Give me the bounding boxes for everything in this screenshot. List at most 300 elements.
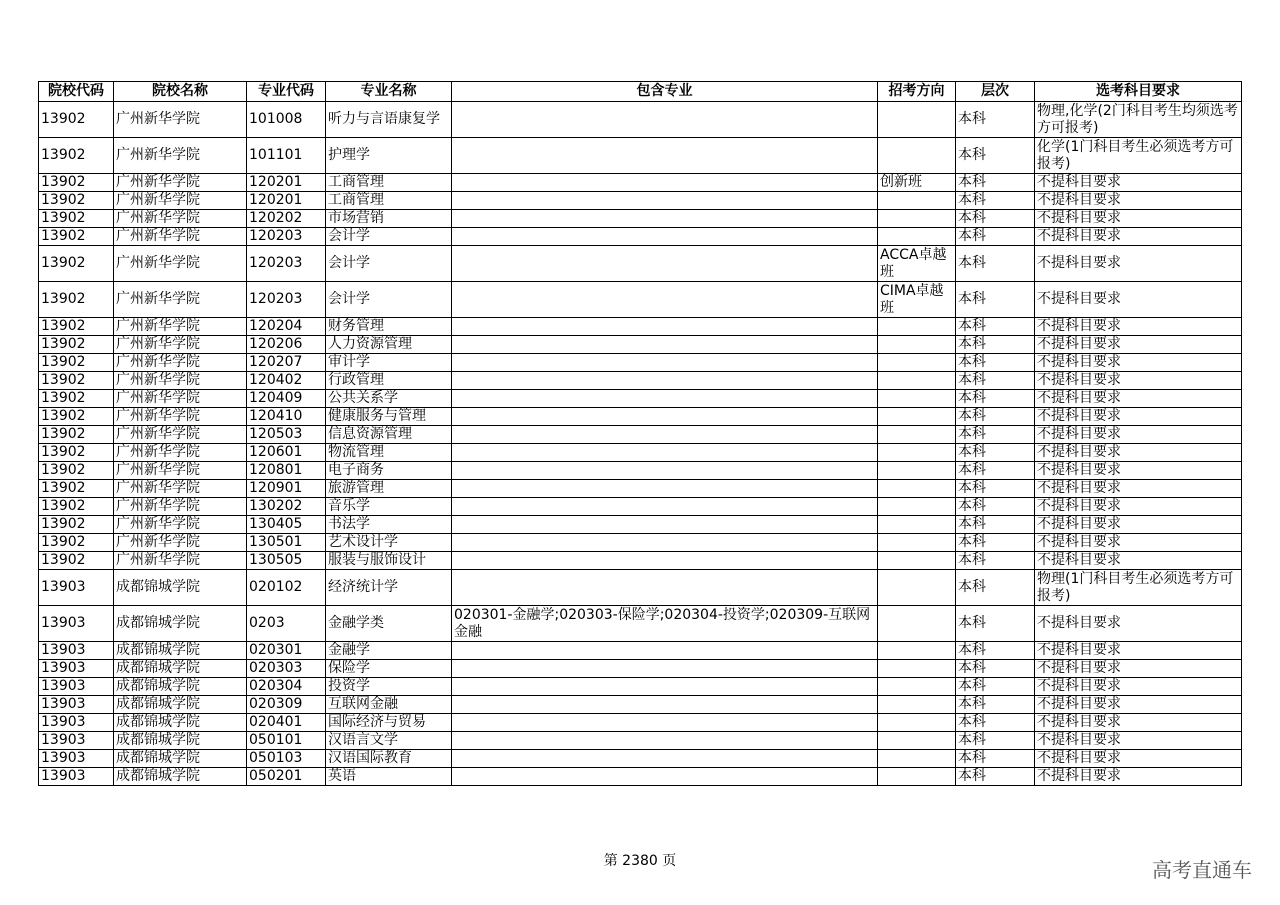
cell-major-name: 金融学	[326, 642, 452, 660]
cell-school-name: 广州新华学院	[114, 228, 247, 246]
cell-level: 本科	[956, 678, 1035, 696]
cell-level: 本科	[956, 336, 1035, 354]
cell-school-name: 广州新华学院	[114, 192, 247, 210]
cell-school-name: 广州新华学院	[114, 318, 247, 336]
cell-included-majors	[452, 102, 878, 138]
cell-school-name: 广州新华学院	[114, 354, 247, 372]
cell-school-name: 广州新华学院	[114, 138, 247, 174]
cell-major-code: 120203	[247, 228, 326, 246]
cell-direction	[878, 318, 956, 336]
table-row	[39, 318, 1242, 336]
watermark-text: 高考直通车	[1152, 858, 1252, 882]
cell-subject-requirement: 不提科目要求	[1035, 192, 1242, 210]
cell-major-name: 投资学	[326, 678, 452, 696]
cell-school-name: 广州新华学院	[114, 426, 247, 444]
cell-level: 本科	[956, 714, 1035, 732]
cell-major-code: 120901	[247, 480, 326, 498]
cell-direction: CIMA卓越班	[878, 282, 956, 318]
cell-level: 本科	[956, 480, 1035, 498]
cell-level: 本科	[956, 390, 1035, 408]
cell-direction	[878, 408, 956, 426]
cell-direction	[878, 714, 956, 732]
cell-level: 本科	[956, 210, 1035, 228]
cell-level: 本科	[956, 102, 1035, 138]
cell-school-code: 13903	[39, 696, 114, 714]
cell-direction	[878, 570, 956, 606]
cell-school-code: 13902	[39, 552, 114, 570]
cell-included-majors	[452, 660, 878, 678]
cell-major-code: 120503	[247, 426, 326, 444]
table-row	[39, 732, 1242, 750]
cell-major-name: 保险学	[326, 660, 452, 678]
cell-subject-requirement: 不提科目要求	[1035, 552, 1242, 570]
cell-level: 本科	[956, 318, 1035, 336]
cell-direction	[878, 480, 956, 498]
cell-major-code: 020304	[247, 678, 326, 696]
cell-subject-requirement: 不提科目要求	[1035, 246, 1242, 282]
cell-major-name: 市场营销	[326, 210, 452, 228]
cell-subject-requirement: 物理(1门科目考生必须选考方可报考)	[1035, 570, 1242, 606]
cell-major-code: 0203	[247, 606, 326, 642]
cell-school-name: 广州新华学院	[114, 372, 247, 390]
cell-subject-requirement: 不提科目要求	[1035, 336, 1242, 354]
cell-included-majors	[452, 282, 878, 318]
cell-major-name: 人力资源管理	[326, 336, 452, 354]
cell-direction	[878, 606, 956, 642]
cell-school-code: 13902	[39, 174, 114, 192]
cell-school-name: 广州新华学院	[114, 210, 247, 228]
cell-included-majors	[452, 426, 878, 444]
cell-school-code: 13902	[39, 390, 114, 408]
cell-school-name: 成都锦城学院	[114, 606, 247, 642]
cell-subject-requirement: 不提科目要求	[1035, 768, 1242, 786]
cell-included-majors	[452, 228, 878, 246]
cell-major-code: 120402	[247, 372, 326, 390]
cell-school-code: 13902	[39, 318, 114, 336]
cell-school-code: 13902	[39, 228, 114, 246]
cell-included-majors	[452, 480, 878, 498]
cell-school-name: 成都锦城学院	[114, 768, 247, 786]
table-row	[39, 660, 1242, 678]
cell-subject-requirement: 不提科目要求	[1035, 660, 1242, 678]
table-body	[39, 102, 1242, 786]
header-major-name: 专业名称	[326, 82, 452, 102]
cell-major-name: 汉语言文学	[326, 732, 452, 750]
cell-included-majors	[452, 444, 878, 462]
table-row	[39, 390, 1242, 408]
cell-included-majors	[452, 498, 878, 516]
cell-subject-requirement: 不提科目要求	[1035, 390, 1242, 408]
cell-major-code: 020303	[247, 660, 326, 678]
cell-subject-requirement: 不提科目要求	[1035, 714, 1242, 732]
cell-major-name: 护理学	[326, 138, 452, 174]
table-row	[39, 570, 1242, 606]
cell-subject-requirement: 物理,化学(2门科目考生均须选考方可报考)	[1035, 102, 1242, 138]
cell-school-code: 13903	[39, 606, 114, 642]
table-row	[39, 516, 1242, 534]
cell-school-name: 广州新华学院	[114, 444, 247, 462]
cell-school-code: 13902	[39, 354, 114, 372]
cell-school-code: 13902	[39, 498, 114, 516]
cell-major-name: 信息资源管理	[326, 426, 452, 444]
cell-direction	[878, 696, 956, 714]
cell-level: 本科	[956, 570, 1035, 606]
cell-included-majors	[452, 318, 878, 336]
cell-major-code: 050201	[247, 768, 326, 786]
cell-school-code: 13902	[39, 516, 114, 534]
cell-direction	[878, 462, 956, 480]
cell-level: 本科	[956, 174, 1035, 192]
cell-direction	[878, 534, 956, 552]
cell-school-name: 广州新华学院	[114, 498, 247, 516]
cell-school-name: 广州新华学院	[114, 282, 247, 318]
cell-school-name: 成都锦城学院	[114, 642, 247, 660]
cell-direction	[878, 678, 956, 696]
cell-school-code: 13903	[39, 732, 114, 750]
cell-direction	[878, 750, 956, 768]
cell-school-code: 13903	[39, 678, 114, 696]
cell-major-code: 130505	[247, 552, 326, 570]
table-row	[39, 336, 1242, 354]
cell-major-code: 120206	[247, 336, 326, 354]
cell-major-code: 120203	[247, 246, 326, 282]
cell-included-majors	[452, 552, 878, 570]
cell-included-majors	[452, 462, 878, 480]
cell-subject-requirement: 不提科目要求	[1035, 408, 1242, 426]
cell-level: 本科	[956, 696, 1035, 714]
cell-subject-requirement: 不提科目要求	[1035, 444, 1242, 462]
cell-major-code: 130501	[247, 534, 326, 552]
cell-direction	[878, 768, 956, 786]
table-row	[39, 246, 1242, 282]
cell-school-code: 13902	[39, 534, 114, 552]
cell-subject-requirement: 不提科目要求	[1035, 282, 1242, 318]
cell-included-majors	[452, 570, 878, 606]
cell-level: 本科	[956, 606, 1035, 642]
cell-included-majors	[452, 768, 878, 786]
cell-subject-requirement: 不提科目要求	[1035, 426, 1242, 444]
cell-school-code: 13903	[39, 570, 114, 606]
cell-direction	[878, 732, 956, 750]
admission-table	[38, 81, 1242, 786]
cell-school-name: 成都锦城学院	[114, 660, 247, 678]
cell-included-majors	[452, 138, 878, 174]
page-number: 第 2380 页	[603, 853, 677, 869]
header-included-majors: 包含专业	[452, 82, 878, 102]
cell-level: 本科	[956, 642, 1035, 660]
cell-direction	[878, 516, 956, 534]
cell-included-majors	[452, 210, 878, 228]
cell-level: 本科	[956, 372, 1035, 390]
cell-direction	[878, 354, 956, 372]
cell-school-code: 13902	[39, 372, 114, 390]
cell-major-name: 服装与服饰设计	[326, 552, 452, 570]
cell-direction	[878, 426, 956, 444]
cell-level: 本科	[956, 552, 1035, 570]
cell-level: 本科	[956, 768, 1035, 786]
header-row	[39, 82, 1242, 102]
cell-major-name: 审计学	[326, 354, 452, 372]
cell-major-code: 120204	[247, 318, 326, 336]
cell-direction	[878, 642, 956, 660]
cell-subject-requirement: 不提科目要求	[1035, 750, 1242, 768]
cell-level: 本科	[956, 750, 1035, 768]
cell-included-majors	[452, 714, 878, 732]
cell-level: 本科	[956, 192, 1035, 210]
cell-direction	[878, 660, 956, 678]
table-row	[39, 444, 1242, 462]
table-row	[39, 228, 1242, 246]
cell-included-majors: 020301-金融学;020303-保险学;020304-投资学;020309-互联网金融	[452, 606, 878, 642]
cell-subject-requirement: 不提科目要求	[1035, 210, 1242, 228]
cell-major-code: 101101	[247, 138, 326, 174]
cell-direction	[878, 228, 956, 246]
cell-included-majors	[452, 696, 878, 714]
cell-direction	[878, 390, 956, 408]
cell-major-code: 050101	[247, 732, 326, 750]
cell-major-code: 101008	[247, 102, 326, 138]
cell-major-code: 020401	[247, 714, 326, 732]
cell-major-name: 健康服务与管理	[326, 408, 452, 426]
table-row	[39, 534, 1242, 552]
cell-major-code: 120207	[247, 354, 326, 372]
cell-subject-requirement: 不提科目要求	[1035, 228, 1242, 246]
cell-school-name: 成都锦城学院	[114, 750, 247, 768]
cell-level: 本科	[956, 462, 1035, 480]
cell-subject-requirement: 不提科目要求	[1035, 606, 1242, 642]
cell-included-majors	[452, 246, 878, 282]
cell-school-name: 广州新华学院	[114, 552, 247, 570]
table-row	[39, 642, 1242, 660]
cell-included-majors	[452, 750, 878, 768]
cell-major-name: 电子商务	[326, 462, 452, 480]
cell-major-name: 工商管理	[326, 192, 452, 210]
table-row	[39, 678, 1242, 696]
header-direction: 招考方向	[878, 82, 956, 102]
cell-school-name: 成都锦城学院	[114, 714, 247, 732]
cell-level: 本科	[956, 282, 1035, 318]
cell-major-name: 行政管理	[326, 372, 452, 390]
cell-school-name: 广州新华学院	[114, 516, 247, 534]
cell-subject-requirement: 不提科目要求	[1035, 534, 1242, 552]
cell-included-majors	[452, 390, 878, 408]
cell-school-code: 13902	[39, 336, 114, 354]
header-school-name: 院校名称	[114, 82, 247, 102]
cell-direction	[878, 372, 956, 390]
cell-school-name: 成都锦城学院	[114, 678, 247, 696]
cell-major-name: 经济统计学	[326, 570, 452, 606]
cell-school-code: 13902	[39, 462, 114, 480]
cell-school-code: 13902	[39, 138, 114, 174]
cell-school-code: 13902	[39, 192, 114, 210]
table-row	[39, 696, 1242, 714]
cell-school-name: 广州新华学院	[114, 336, 247, 354]
cell-level: 本科	[956, 138, 1035, 174]
cell-school-name: 广州新华学院	[114, 534, 247, 552]
cell-major-code: 020309	[247, 696, 326, 714]
table-row	[39, 192, 1242, 210]
cell-school-name: 广州新华学院	[114, 174, 247, 192]
cell-subject-requirement: 不提科目要求	[1035, 354, 1242, 372]
cell-school-name: 广州新华学院	[114, 480, 247, 498]
cell-major-code: 120601	[247, 444, 326, 462]
table-row	[39, 606, 1242, 642]
cell-subject-requirement: 不提科目要求	[1035, 498, 1242, 516]
cell-level: 本科	[956, 444, 1035, 462]
cell-level: 本科	[956, 534, 1035, 552]
cell-direction	[878, 498, 956, 516]
cell-school-code: 13902	[39, 444, 114, 462]
cell-major-name: 会计学	[326, 228, 452, 246]
table-row	[39, 282, 1242, 318]
cell-included-majors	[452, 192, 878, 210]
cell-major-name: 互联网金融	[326, 696, 452, 714]
table-row	[39, 408, 1242, 426]
cell-school-code: 13902	[39, 408, 114, 426]
cell-major-code: 120201	[247, 192, 326, 210]
cell-subject-requirement: 不提科目要求	[1035, 732, 1242, 750]
cell-major-code: 120410	[247, 408, 326, 426]
cell-school-code: 13903	[39, 750, 114, 768]
cell-direction: ACCA卓越班	[878, 246, 956, 282]
cell-subject-requirement: 不提科目要求	[1035, 462, 1242, 480]
cell-level: 本科	[956, 660, 1035, 678]
cell-level: 本科	[956, 354, 1035, 372]
cell-school-name: 广州新华学院	[114, 462, 247, 480]
cell-included-majors	[452, 174, 878, 192]
table-row	[39, 750, 1242, 768]
cell-major-name: 英语	[326, 768, 452, 786]
cell-school-code: 13903	[39, 714, 114, 732]
cell-subject-requirement: 不提科目要求	[1035, 174, 1242, 192]
table-row	[39, 102, 1242, 138]
cell-direction	[878, 336, 956, 354]
cell-school-code: 13902	[39, 246, 114, 282]
cell-subject-requirement: 不提科目要求	[1035, 678, 1242, 696]
cell-major-code: 120409	[247, 390, 326, 408]
cell-major-code: 130202	[247, 498, 326, 516]
cell-major-name: 音乐学	[326, 498, 452, 516]
cell-school-name: 广州新华学院	[114, 246, 247, 282]
cell-included-majors	[452, 534, 878, 552]
cell-major-name: 公共关系学	[326, 390, 452, 408]
cell-subject-requirement: 不提科目要求	[1035, 516, 1242, 534]
cell-level: 本科	[956, 516, 1035, 534]
cell-major-code: 130405	[247, 516, 326, 534]
cell-major-name: 艺术设计学	[326, 534, 452, 552]
cell-direction	[878, 138, 956, 174]
cell-major-name: 会计学	[326, 246, 452, 282]
cell-school-code: 13902	[39, 480, 114, 498]
cell-school-code: 13903	[39, 642, 114, 660]
cell-school-name: 成都锦城学院	[114, 696, 247, 714]
cell-subject-requirement: 不提科目要求	[1035, 696, 1242, 714]
table-row	[39, 462, 1242, 480]
table-row	[39, 372, 1242, 390]
cell-level: 本科	[956, 426, 1035, 444]
header-level: 层次	[956, 82, 1035, 102]
cell-major-code: 020301	[247, 642, 326, 660]
table-row	[39, 174, 1242, 192]
cell-major-name: 书法学	[326, 516, 452, 534]
cell-school-name: 广州新华学院	[114, 408, 247, 426]
table-row	[39, 210, 1242, 228]
cell-level: 本科	[956, 732, 1035, 750]
table-row	[39, 354, 1242, 372]
cell-included-majors	[452, 732, 878, 750]
cell-school-code: 13903	[39, 660, 114, 678]
cell-included-majors	[452, 408, 878, 426]
cell-major-code: 050103	[247, 750, 326, 768]
cell-included-majors	[452, 336, 878, 354]
cell-level: 本科	[956, 498, 1035, 516]
cell-major-code: 120801	[247, 462, 326, 480]
cell-major-name: 工商管理	[326, 174, 452, 192]
table-row	[39, 138, 1242, 174]
cell-major-name: 国际经济与贸易	[326, 714, 452, 732]
cell-included-majors	[452, 372, 878, 390]
cell-major-code: 120203	[247, 282, 326, 318]
cell-direction	[878, 102, 956, 138]
cell-direction	[878, 192, 956, 210]
cell-subject-requirement: 化学(1门科目考生必须选考方可报考)	[1035, 138, 1242, 174]
cell-major-code: 120202	[247, 210, 326, 228]
cell-major-name: 汉语国际教育	[326, 750, 452, 768]
cell-school-code: 13902	[39, 282, 114, 318]
cell-school-code: 13902	[39, 102, 114, 138]
cell-school-name: 成都锦城学院	[114, 570, 247, 606]
cell-subject-requirement: 不提科目要求	[1035, 318, 1242, 336]
cell-direction	[878, 210, 956, 228]
cell-level: 本科	[956, 228, 1035, 246]
header-major-code: 专业代码	[247, 82, 326, 102]
cell-subject-requirement: 不提科目要求	[1035, 480, 1242, 498]
cell-major-name: 听力与言语康复学	[326, 102, 452, 138]
table-row	[39, 498, 1242, 516]
cell-level: 本科	[956, 408, 1035, 426]
table-row	[39, 552, 1242, 570]
cell-school-name: 广州新华学院	[114, 390, 247, 408]
cell-school-name: 成都锦城学院	[114, 732, 247, 750]
cell-included-majors	[452, 678, 878, 696]
cell-school-code: 13902	[39, 426, 114, 444]
cell-major-name: 财务管理	[326, 318, 452, 336]
cell-subject-requirement: 不提科目要求	[1035, 372, 1242, 390]
cell-school-code: 13903	[39, 768, 114, 786]
cell-included-majors	[452, 516, 878, 534]
header-subject-requirement: 选考科目要求	[1035, 82, 1242, 102]
cell-major-name: 物流管理	[326, 444, 452, 462]
cell-school-code: 13902	[39, 210, 114, 228]
table-row	[39, 714, 1242, 732]
cell-direction	[878, 552, 956, 570]
table-row	[39, 426, 1242, 444]
table-row	[39, 768, 1242, 786]
header-school-code: 院校代码	[39, 82, 114, 102]
table-row	[39, 480, 1242, 498]
cell-major-code: 120201	[247, 174, 326, 192]
cell-included-majors	[452, 642, 878, 660]
cell-school-name: 广州新华学院	[114, 102, 247, 138]
cell-major-code: 020102	[247, 570, 326, 606]
cell-direction: 创新班	[878, 174, 956, 192]
cell-subject-requirement: 不提科目要求	[1035, 642, 1242, 660]
cell-included-majors	[452, 354, 878, 372]
cell-major-name: 旅游管理	[326, 480, 452, 498]
cell-major-name: 金融学类	[326, 606, 452, 642]
cell-direction	[878, 444, 956, 462]
cell-major-name: 会计学	[326, 282, 452, 318]
